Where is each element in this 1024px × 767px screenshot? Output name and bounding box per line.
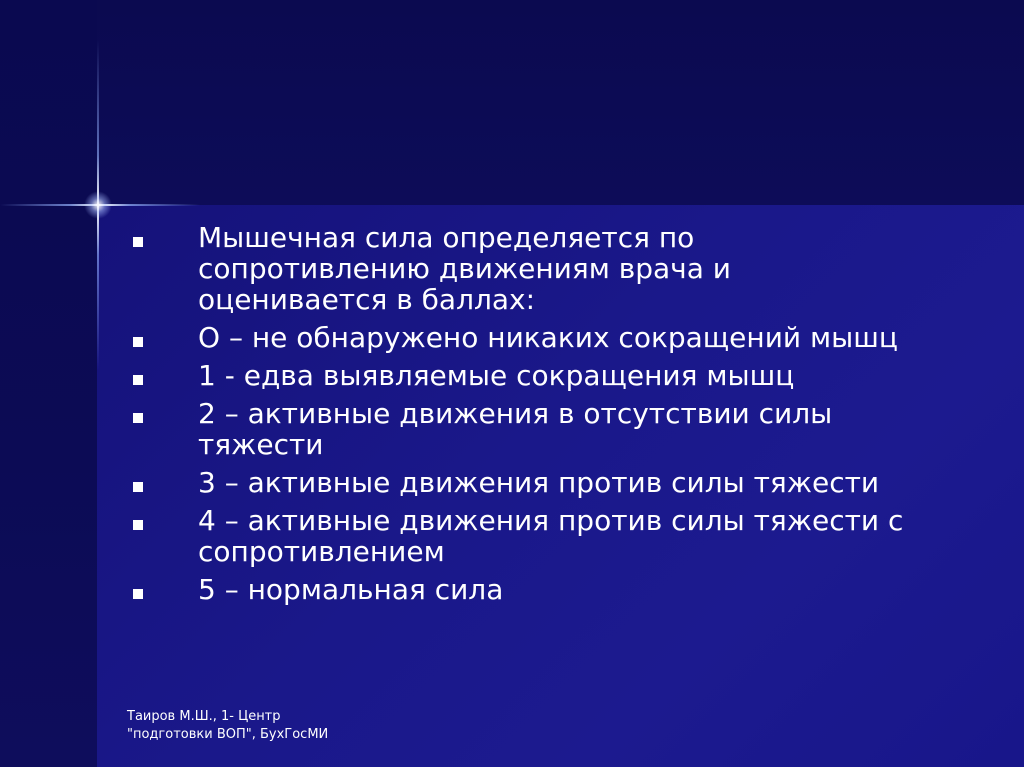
bullet-line: оценивается в баллах: — [198, 283, 536, 316]
left-decor-panel — [0, 0, 97, 767]
bullet-line: тяжести — [198, 428, 324, 461]
bullet-line: 5 – нормальная сила — [198, 573, 504, 606]
square-bullet-icon — [133, 337, 143, 347]
square-bullet-icon — [133, 375, 143, 385]
bullet-line: сопротивлению движениям врача и — [198, 252, 731, 285]
bullet-line: 4 – активные движения против силы тяжести с — [198, 504, 904, 537]
square-bullet-icon — [133, 520, 143, 530]
square-bullet-icon — [133, 482, 143, 492]
sparkle-star-icon — [84, 191, 112, 219]
bullet-line: Мышечная сила определяется по — [198, 221, 695, 254]
bullet-line: 2 – активные движения в отсутствии силы — [198, 397, 833, 430]
bullet-item-score-2 — [130, 398, 1000, 460]
bullet-line: 3 – активные движения против силы тяжести — [198, 466, 880, 499]
bullet-item-score-5 — [130, 574, 1000, 605]
bullet-item-score-3 — [130, 467, 1000, 498]
square-bullet-icon — [133, 589, 143, 599]
footer-credit — [127, 708, 328, 744]
bullet-item-score-0 — [130, 322, 1000, 353]
bullet-item-score-4 — [130, 505, 1000, 567]
header-band — [97, 0, 1024, 205]
footer-line-author: Таиров М.Ш., 1- Центр — [127, 709, 281, 724]
footer-line-institution: "подготовки ВОП", БухГосМИ — [127, 727, 329, 742]
square-bullet-icon — [133, 237, 143, 247]
bullet-line: сопротивлением — [198, 535, 445, 568]
bullet-item-intro — [130, 222, 1000, 315]
bullet-item-score-1 — [130, 360, 1000, 391]
bullet-list — [130, 222, 1000, 612]
bullet-line: О – не обнаружено никаких сокращений мышц — [198, 321, 898, 354]
square-bullet-icon — [133, 413, 143, 423]
bullet-line: 1 - едва выявляемые сокращения мышц — [198, 359, 795, 392]
